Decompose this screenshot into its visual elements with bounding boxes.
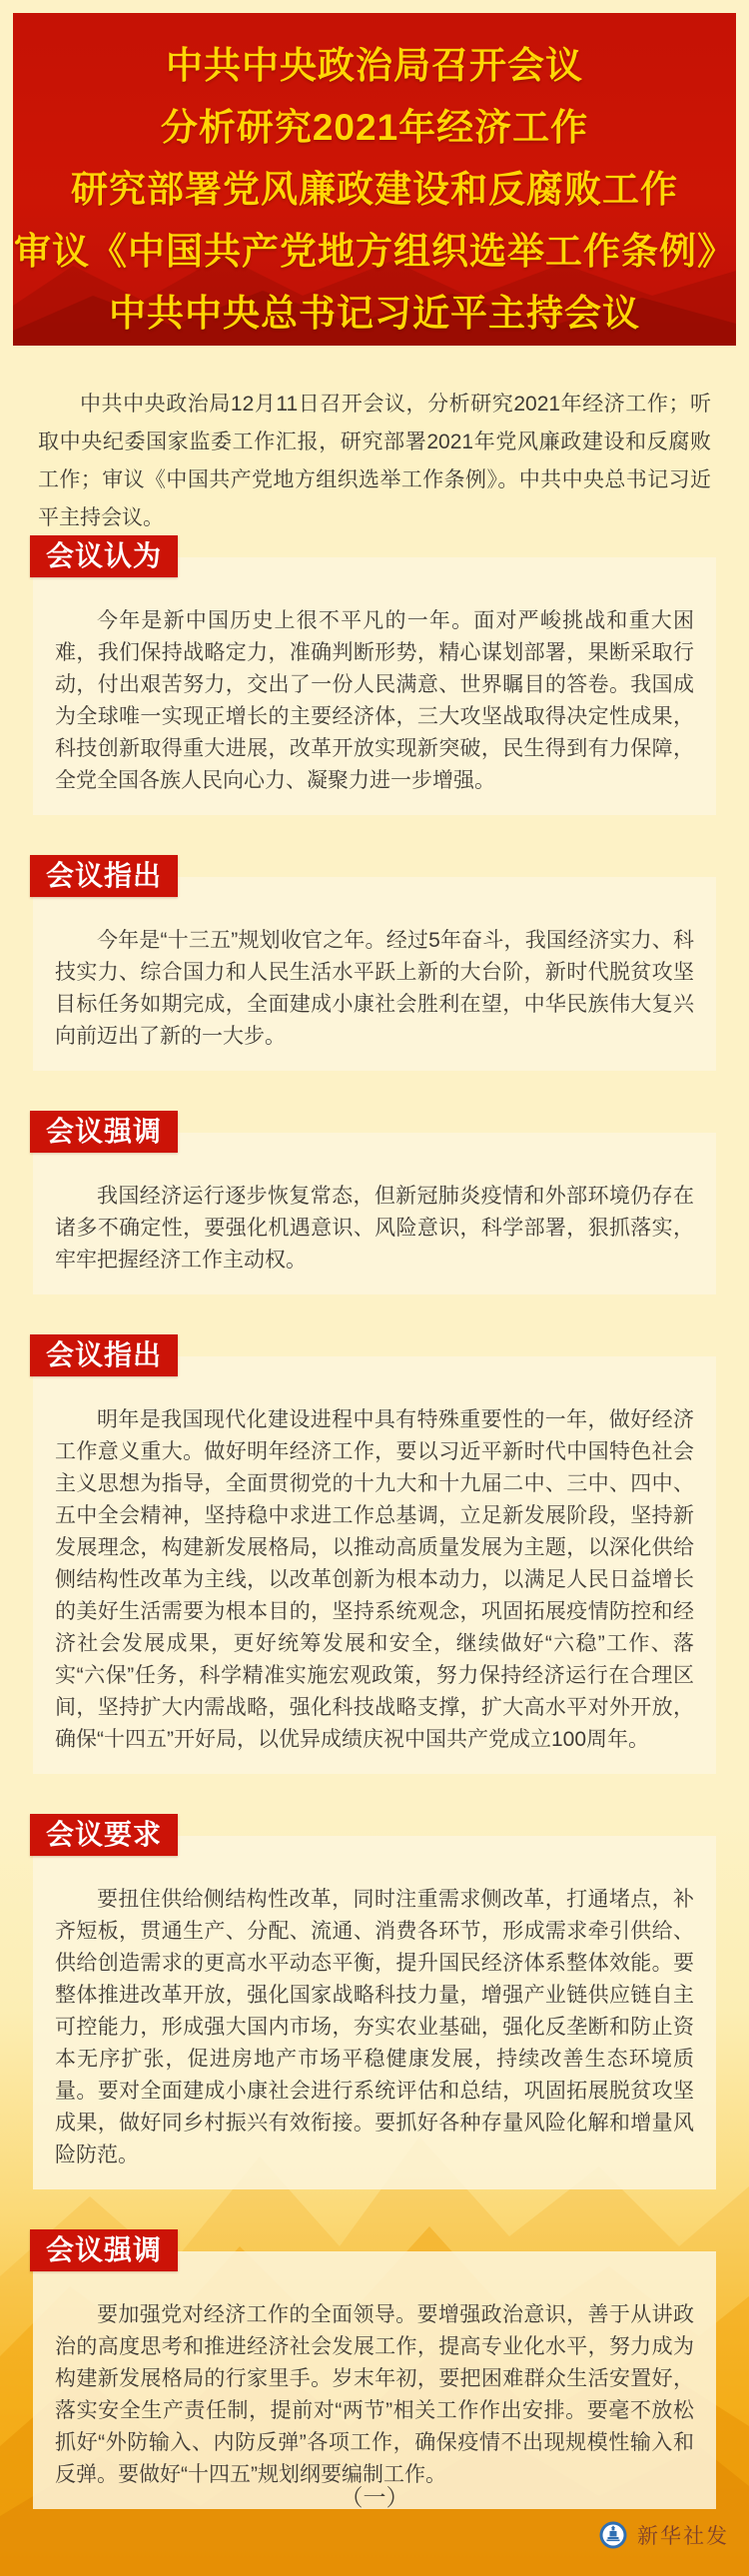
headline-line-2: 分析研究2021年经济工作 (160, 107, 589, 148)
section-meeting-stresses-2 (33, 2234, 716, 2509)
intro-paragraph: 中共中央政治局12月11日召开会议，分析研究2021年经济工作；听取中央纪委国家监委工作汇报，研究部署2021年党风廉政建设和反腐败工作；审议《中国共产党地方组织选举工作条例》。中共中央总书记习近平主持会议。 (38, 393, 711, 529)
headline-line-3: 研究部署党风廉政建设和反腐败工作 (71, 169, 678, 210)
page-number-label: （一） (340, 2484, 409, 2510)
section-badge: 会议认为 (30, 535, 178, 577)
section-meeting-holds (33, 540, 716, 815)
headline-line-4: 审议《中国共产党地方组织选举工作条例》 (14, 231, 735, 272)
news-card (0, 13, 749, 2509)
headline-line-1: 中共中央政治局召开会议 (166, 45, 583, 86)
section-meeting-points-out-1 (33, 860, 716, 1071)
section-paragraph: 我国经济运行逐步恢复常态，但新冠肺炎疫情和外部环境仍存在诸多不确定性，要强化机遇意识、风险意识，科学部署，狠抓落实，牢牢把握经济工作主动权。 (55, 1185, 694, 1272)
headline-banner (13, 13, 736, 346)
section-paragraph: 要加强党对经济工作的全面领导。要增强政治意识，善于从讲政治的高度思考和推进经济社会发展工作，提高专业化水平，努力成为构建新发展格局的行家里手。岁末年初，要把困难群众生活安置好，落实安全生产责任制，提前对“两节”相关工作作出安排。要毫不放松抓好“外防输入、内防反弹”各项工作，确保疫情不出现规模性输入和反弹。要做好“十四五”规划纲要编制工作。 (55, 2303, 694, 2486)
section-paragraph: 明年是我国现代化建设进程中具有特殊重要性的一年，做好经济工作意义重大。做好明年经济工作，要以习近平新时代中国特色社会主义思想为指导，全面贯彻党的十九大和十九届二中、三中、四中、五中全会精神，坚持稳中求进工作总基调，立足新发展阶段，坚持新发展理念，构建新发展格局，以推动高质量发展为主题，以深化供给侧结构性改革为主线，以改革创新为根本动力，以满足人民日益增长的美好生活需要为根本目的，坚持系统观念，巩固拓展疫情防控和经济社会发展成果，更好统筹发展和安全，继续做好“六稳”工作、落实“六保”任务，科学精准实施宏观政策，努力保持经济运行在合理区间，坚持扩大内需战略，强化科技战略支撑，扩大高水平对外开放，确保“十四五”开好局，以优异成绩庆祝中国共产党成立100周年。 (55, 1408, 694, 1751)
section-body-box (33, 557, 716, 815)
section-body-box (33, 1836, 716, 2189)
section-meeting-stresses-1 (33, 1116, 716, 1294)
headline-lines (13, 13, 736, 345)
section-badge: 会议指出 (30, 1334, 178, 1376)
section-body-box (33, 1356, 716, 1774)
section-body-box (33, 2251, 716, 2509)
agency-credit (599, 2520, 729, 2550)
section-paragraph: 今年是“十三五”规划收官之年。经过5年奋斗，我国经济实力、科技实力、综合国力和人民生活水平跃上新的大台阶，新时代脱贫攻坚目标任务如期完成，全面建成小康社会胜利在望，中华民族伟大复兴向前迈出了新的一大步。 (55, 929, 694, 1048)
agency-credit-text: 新华社发 (637, 2525, 729, 2548)
section-badge: 会议强调 (30, 2229, 178, 2271)
section-body-box (33, 877, 716, 1071)
section-paragraph: 今年是新中国历史上很不平凡的一年。面对严峻挑战和重大困难，我们保持战略定力，准确判断形势，精心谋划部署，果断采取行动，付出艰苦努力，交出了一份人民满意、世界瞩目的答卷。我国成为全球唯一实现正增长的主要经济体，三大攻坚战取得决定性成果，科技创新取得重大进展，改革开放实现新突破，民生得到有力保障，全党全国各族人民向心力、凝聚力进一步增强。 (55, 609, 694, 792)
section-badge: 会议强调 (30, 1111, 178, 1153)
section-body-box (33, 1133, 716, 1294)
section-badge: 会议要求 (30, 1814, 178, 1856)
section-paragraph: 要扭住供给侧结构性改革，同时注重需求侧改革，打通堵点，补齐短板，贯通生产、分配、流通、消费各环节，形成需求牵引供给、供给创造需求的更高水平动态平衡，提升国民经济体系整体效能。要整体推进改革开放，强化国家战略科技力量，增强产业链供应链自主可控能力，形成强大国内市场，夯实农业基础，强化反垄断和防止资本无序扩张，促进房地产市场平稳健康发展，持续改善生态环境质量。要对全面建成小康社会进行系统评估和总结，巩固拓展脱贫攻坚成果，做好同乡村振兴有效衔接。要抓好各种存量风险化解和增量风险防范。 (55, 1888, 694, 2166)
section-meeting-points-out-2 (33, 1339, 716, 1774)
section-meeting-requires (33, 1819, 716, 2189)
xinhua-emblem-icon (599, 2521, 627, 2549)
headline-line-5: 中共中央总书记习近平主持会议 (109, 293, 640, 334)
section-badge: 会议指出 (30, 855, 178, 897)
